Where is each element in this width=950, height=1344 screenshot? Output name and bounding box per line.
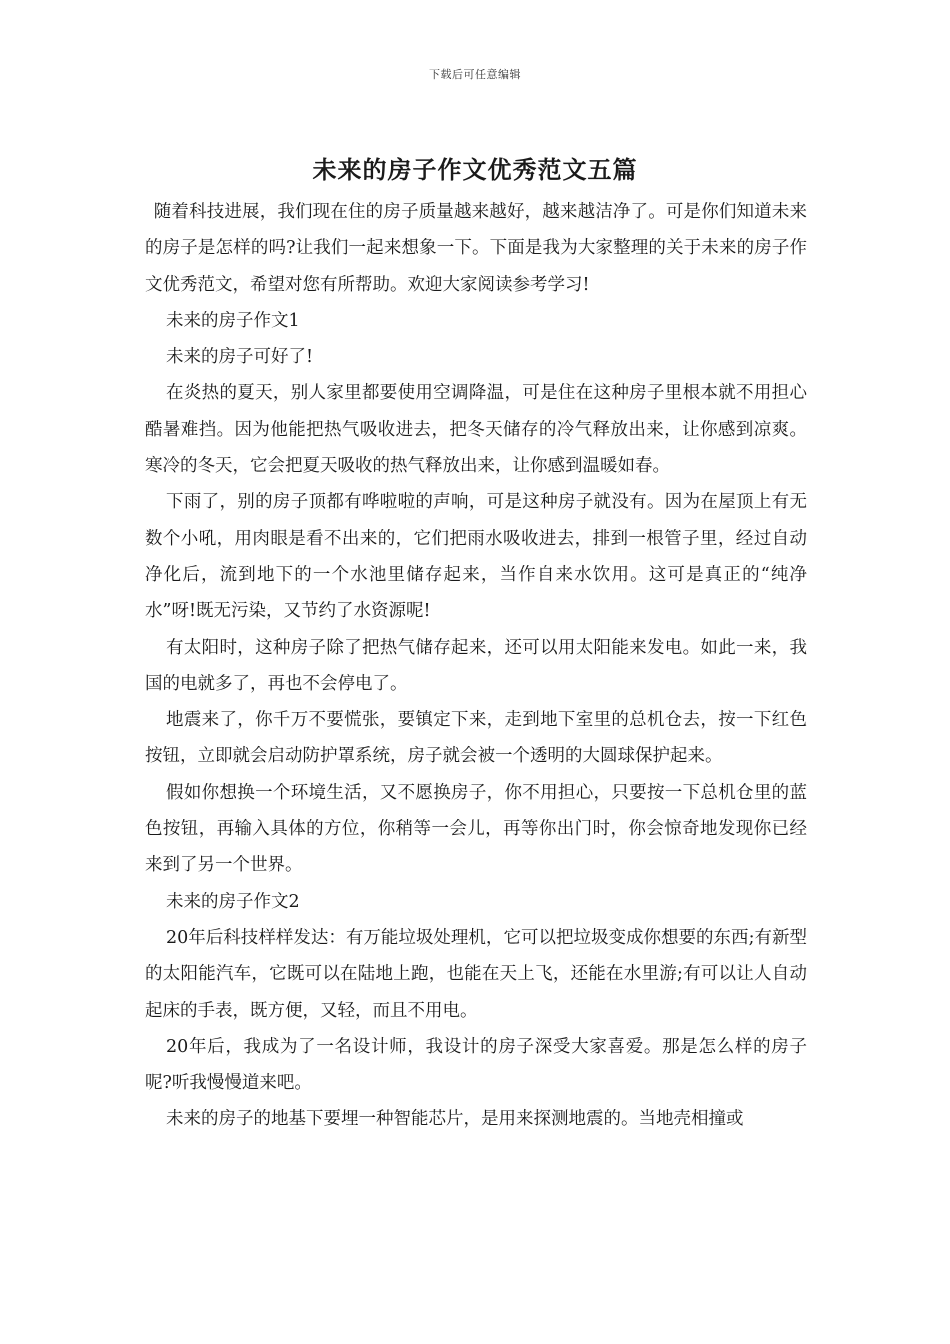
- paragraph: 未来的房子的地基下要埋一种智能芯片，是用来探测地震的。当地壳相撞或: [166, 1109, 744, 1130]
- section-heading-2: 未来的房子作文2: [166, 891, 300, 912]
- paragraph: 在炎热的夏天，别人家里都要使用空调降温，可是住在这种房子里根本就不用担心酷暑难挡。因为他能把热气吸收进去，把冬天储存的冷气释放出来，让你感到凉爽。寒冷的冬天，它会把夏天吸收的热气释放出来，让你感到温暖如春。: [145, 383, 807, 477]
- paragraph: 下雨了，别的房子顶都有哗啦啦的声响，可是这种房子就没有。因为在屋顶上有无数个小吼，用肉眼是看不出来的，它们把雨水吸收进去，排到一根管子里，经过自动净化后，流到地下的一个水池里储存起来，当作自来水饮用。这可是真正的“纯净水”呀!既无污染，又节约了水资源呢!: [145, 492, 807, 622]
- paragraph: 未来的房子可好了!: [166, 347, 314, 368]
- paragraph: 假如你想换一个环境生活，又不愿换房子，你不用担心，只要按一下总机仓里的蓝色按钮，再输入具体的方位，你稍等一会儿，再等你出门时，你会惊奇地发现你已经来到了另一个世界。: [145, 782, 807, 876]
- document-title: 未来的房子作文优秀范文五篇: [312, 156, 638, 184]
- section-heading-1: 未来的房子作文1: [166, 310, 300, 331]
- paragraph: 20年后，我成为了一名设计师，我设计的房子深受大家喜爱。那是怎么样的房子呢?听我慢慢道来吧。: [145, 1036, 807, 1094]
- header-note: 下载后可任意编辑: [429, 68, 521, 81]
- intro-paragraph: 随着科技进展，我们现在住的房子质量越来越好，越来越洁净了。可是你们知道未来的房子是怎样的吗?让我们一起来想象一下。下面是我为大家整理的关于未来的房子作文优秀范文，希望对您有所帮助。欢迎大家阅读参考学习!: [145, 202, 807, 295]
- paragraph: 20年后科技样样发达：有万能垃圾处理机，它可以把垃圾变成你想要的东西;有新型的太阳能汽车，它既可以在陆地上跑，也能在天上飞，还能在水里游;有可以让人自动起床的手表，既方便，又轻，而且不用电。: [145, 927, 807, 1021]
- paragraph: 有太阳时，这种房子除了把热气储存起来，还可以用太阳能来发电。如此一来，我国的电就多了，再也不会停电了。: [145, 637, 807, 694]
- paragraph: 地震来了，你千万不要慌张，要镇定下来，走到地下室里的总机仓去，按一下红色按钮，立即就会启动防护罩系统，房子就会被一个透明的大圆球保护起来。: [145, 710, 807, 767]
- document-body: [145, 194, 807, 1138]
